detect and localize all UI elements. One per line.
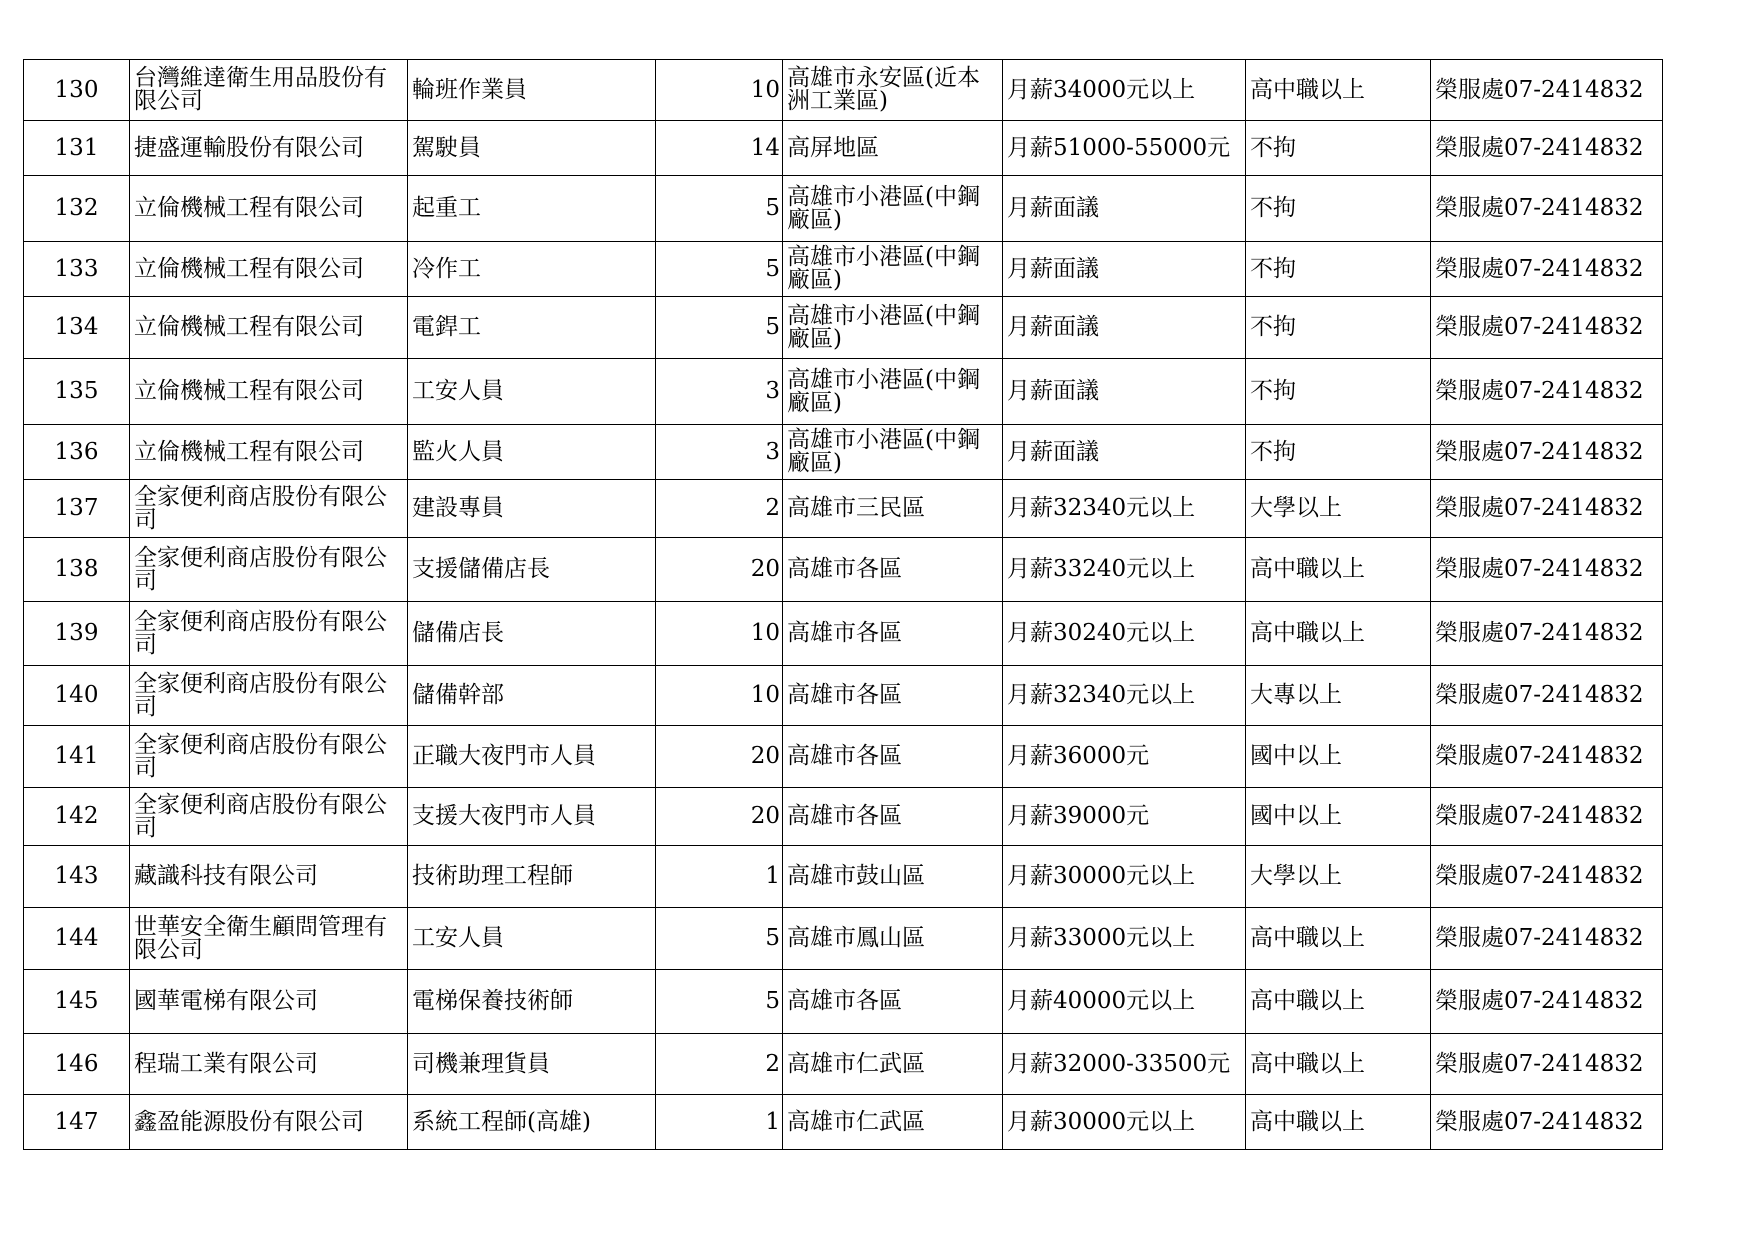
salary-cell: 月薪面議 xyxy=(1003,359,1246,425)
row-number-cell: 146 xyxy=(24,1034,130,1095)
company-cell: 台灣維達衛生用品股份有限公司 xyxy=(130,60,408,121)
table-row xyxy=(24,726,1663,788)
contact-cell: 榮服處07-2414832 xyxy=(1431,726,1663,788)
contact-cell: 榮服處07-2414832 xyxy=(1431,121,1663,176)
location-cell: 高雄市小港區(中鋼廠區) xyxy=(783,176,1003,242)
position-cell: 支援儲備店長 xyxy=(408,538,656,602)
row-number-cell: 145 xyxy=(24,970,130,1034)
row-number-cell: 133 xyxy=(24,242,130,297)
location-cell: 高雄市小港區(中鋼廠區) xyxy=(783,297,1003,359)
position-cell: 儲備店長 xyxy=(408,602,656,666)
contact-cell: 榮服處07-2414832 xyxy=(1431,242,1663,297)
table-row xyxy=(24,480,1663,538)
company-cell: 全家便利商店股份有限公司 xyxy=(130,726,408,788)
education-cell: 不拘 xyxy=(1246,121,1431,176)
row-number-cell: 140 xyxy=(24,666,130,726)
salary-cell: 月薪30000元以上 xyxy=(1003,1095,1246,1150)
salary-cell: 月薪32340元以上 xyxy=(1003,480,1246,538)
contact-cell: 榮服處07-2414832 xyxy=(1431,788,1663,846)
position-cell: 司機兼理貨員 xyxy=(408,1034,656,1095)
location-cell: 高雄市永安區(近本洲工業區) xyxy=(783,60,1003,121)
headcount-cell: 20 xyxy=(656,538,783,602)
company-cell: 全家便利商店股份有限公司 xyxy=(130,602,408,666)
row-number-cell: 147 xyxy=(24,1095,130,1150)
headcount-cell: 1 xyxy=(656,1095,783,1150)
company-cell: 全家便利商店股份有限公司 xyxy=(130,538,408,602)
location-cell: 高雄市小港區(中鋼廠區) xyxy=(783,425,1003,480)
contact-cell: 榮服處07-2414832 xyxy=(1431,666,1663,726)
education-cell: 高中職以上 xyxy=(1246,60,1431,121)
row-number-cell: 138 xyxy=(24,538,130,602)
table-row xyxy=(24,788,1663,846)
education-cell: 不拘 xyxy=(1246,297,1431,359)
company-cell: 鑫盈能源股份有限公司 xyxy=(130,1095,408,1150)
location-cell: 高雄市仁武區 xyxy=(783,1034,1003,1095)
company-cell: 世華安全衛生顧問管理有限公司 xyxy=(130,908,408,970)
job-table-body xyxy=(24,60,1663,1150)
row-number-cell: 141 xyxy=(24,726,130,788)
company-cell: 程瑞工業有限公司 xyxy=(130,1034,408,1095)
company-cell: 立倫機械工程有限公司 xyxy=(130,297,408,359)
table-row xyxy=(24,297,1663,359)
contact-cell: 榮服處07-2414832 xyxy=(1431,538,1663,602)
position-cell: 技術助理工程師 xyxy=(408,846,656,908)
headcount-cell: 5 xyxy=(656,970,783,1034)
location-cell: 高雄市各區 xyxy=(783,788,1003,846)
row-number-cell: 142 xyxy=(24,788,130,846)
position-cell: 儲備幹部 xyxy=(408,666,656,726)
education-cell: 國中以上 xyxy=(1246,788,1431,846)
location-cell: 高雄市鼓山區 xyxy=(783,846,1003,908)
position-cell: 建設專員 xyxy=(408,480,656,538)
education-cell: 高中職以上 xyxy=(1246,1034,1431,1095)
headcount-cell: 2 xyxy=(656,1034,783,1095)
position-cell: 支援大夜門市人員 xyxy=(408,788,656,846)
location-cell: 高雄市各區 xyxy=(783,538,1003,602)
contact-cell: 榮服處07-2414832 xyxy=(1431,480,1663,538)
table-row xyxy=(24,970,1663,1034)
company-cell: 藏識科技有限公司 xyxy=(130,846,408,908)
salary-cell: 月薪面議 xyxy=(1003,297,1246,359)
row-number-cell: 135 xyxy=(24,359,130,425)
location-cell: 高雄市各區 xyxy=(783,970,1003,1034)
education-cell: 不拘 xyxy=(1246,425,1431,480)
headcount-cell: 5 xyxy=(656,242,783,297)
contact-cell: 榮服處07-2414832 xyxy=(1431,176,1663,242)
location-cell: 高雄市各區 xyxy=(783,602,1003,666)
table-row xyxy=(24,846,1663,908)
salary-cell: 月薪面議 xyxy=(1003,176,1246,242)
salary-cell: 月薪36000元 xyxy=(1003,726,1246,788)
table-row xyxy=(24,1095,1663,1150)
education-cell: 高中職以上 xyxy=(1246,602,1431,666)
row-number-cell: 136 xyxy=(24,425,130,480)
salary-cell: 月薪30240元以上 xyxy=(1003,602,1246,666)
headcount-cell: 3 xyxy=(656,425,783,480)
company-cell: 捷盛運輸股份有限公司 xyxy=(130,121,408,176)
salary-cell: 月薪30000元以上 xyxy=(1003,846,1246,908)
company-cell: 全家便利商店股份有限公司 xyxy=(130,666,408,726)
headcount-cell: 2 xyxy=(656,480,783,538)
table-row xyxy=(24,359,1663,425)
row-number-cell: 143 xyxy=(24,846,130,908)
position-cell: 電銲工 xyxy=(408,297,656,359)
table-row xyxy=(24,242,1663,297)
education-cell: 高中職以上 xyxy=(1246,1095,1431,1150)
location-cell: 高雄市小港區(中鋼廠區) xyxy=(783,359,1003,425)
position-cell: 冷作工 xyxy=(408,242,656,297)
contact-cell: 榮服處07-2414832 xyxy=(1431,425,1663,480)
location-cell: 高雄市三民區 xyxy=(783,480,1003,538)
headcount-cell: 5 xyxy=(656,297,783,359)
headcount-cell: 14 xyxy=(656,121,783,176)
row-number-cell: 130 xyxy=(24,60,130,121)
company-cell: 立倫機械工程有限公司 xyxy=(130,425,408,480)
row-number-cell: 131 xyxy=(24,121,130,176)
row-number-cell: 144 xyxy=(24,908,130,970)
position-cell: 工安人員 xyxy=(408,908,656,970)
salary-cell: 月薪面議 xyxy=(1003,242,1246,297)
location-cell: 高雄市小港區(中鋼廠區) xyxy=(783,242,1003,297)
salary-cell: 月薪33000元以上 xyxy=(1003,908,1246,970)
contact-cell: 榮服處07-2414832 xyxy=(1431,908,1663,970)
education-cell: 高中職以上 xyxy=(1246,970,1431,1034)
contact-cell: 榮服處07-2414832 xyxy=(1431,60,1663,121)
position-cell: 駕駛員 xyxy=(408,121,656,176)
education-cell: 高中職以上 xyxy=(1246,908,1431,970)
headcount-cell: 20 xyxy=(656,726,783,788)
row-number-cell: 134 xyxy=(24,297,130,359)
position-cell: 電梯保養技術師 xyxy=(408,970,656,1034)
table-row xyxy=(24,1034,1663,1095)
education-cell: 高中職以上 xyxy=(1246,538,1431,602)
table-row xyxy=(24,425,1663,480)
education-cell: 不拘 xyxy=(1246,359,1431,425)
job-listing-table xyxy=(23,59,1663,1150)
location-cell: 高雄市鳳山區 xyxy=(783,908,1003,970)
table-row xyxy=(24,60,1663,121)
position-cell: 起重工 xyxy=(408,176,656,242)
headcount-cell: 10 xyxy=(656,602,783,666)
company-cell: 全家便利商店股份有限公司 xyxy=(130,788,408,846)
headcount-cell: 1 xyxy=(656,846,783,908)
headcount-cell: 3 xyxy=(656,359,783,425)
position-cell: 系統工程師(高雄) xyxy=(408,1095,656,1150)
headcount-cell: 10 xyxy=(656,666,783,726)
table-row xyxy=(24,908,1663,970)
row-number-cell: 132 xyxy=(24,176,130,242)
company-cell: 立倫機械工程有限公司 xyxy=(130,176,408,242)
headcount-cell: 20 xyxy=(656,788,783,846)
contact-cell: 榮服處07-2414832 xyxy=(1431,359,1663,425)
company-cell: 立倫機械工程有限公司 xyxy=(130,242,408,297)
table-row xyxy=(24,121,1663,176)
education-cell: 大專以上 xyxy=(1246,666,1431,726)
company-cell: 立倫機械工程有限公司 xyxy=(130,359,408,425)
table-row xyxy=(24,176,1663,242)
salary-cell: 月薪32340元以上 xyxy=(1003,666,1246,726)
education-cell: 大學以上 xyxy=(1246,480,1431,538)
salary-cell: 月薪34000元以上 xyxy=(1003,60,1246,121)
salary-cell: 月薪面議 xyxy=(1003,425,1246,480)
position-cell: 正職大夜門市人員 xyxy=(408,726,656,788)
salary-cell: 月薪51000-55000元 xyxy=(1003,121,1246,176)
row-number-cell: 139 xyxy=(24,602,130,666)
location-cell: 高屏地區 xyxy=(783,121,1003,176)
contact-cell: 榮服處07-2414832 xyxy=(1431,297,1663,359)
position-cell: 監火人員 xyxy=(408,425,656,480)
education-cell: 不拘 xyxy=(1246,242,1431,297)
contact-cell: 榮服處07-2414832 xyxy=(1431,1034,1663,1095)
contact-cell: 榮服處07-2414832 xyxy=(1431,602,1663,666)
position-cell: 輪班作業員 xyxy=(408,60,656,121)
row-number-cell: 137 xyxy=(24,480,130,538)
education-cell: 不拘 xyxy=(1246,176,1431,242)
table-row xyxy=(24,602,1663,666)
salary-cell: 月薪32000-33500元 xyxy=(1003,1034,1246,1095)
headcount-cell: 10 xyxy=(656,60,783,121)
location-cell: 高雄市各區 xyxy=(783,726,1003,788)
company-cell: 全家便利商店股份有限公司 xyxy=(130,480,408,538)
headcount-cell: 5 xyxy=(656,176,783,242)
salary-cell: 月薪33240元以上 xyxy=(1003,538,1246,602)
table-row xyxy=(24,666,1663,726)
contact-cell: 榮服處07-2414832 xyxy=(1431,970,1663,1034)
contact-cell: 榮服處07-2414832 xyxy=(1431,1095,1663,1150)
salary-cell: 月薪39000元 xyxy=(1003,788,1246,846)
contact-cell: 榮服處07-2414832 xyxy=(1431,846,1663,908)
salary-cell: 月薪40000元以上 xyxy=(1003,970,1246,1034)
headcount-cell: 5 xyxy=(656,908,783,970)
education-cell: 大學以上 xyxy=(1246,846,1431,908)
location-cell: 高雄市各區 xyxy=(783,666,1003,726)
education-cell: 國中以上 xyxy=(1246,726,1431,788)
location-cell: 高雄市仁武區 xyxy=(783,1095,1003,1150)
position-cell: 工安人員 xyxy=(408,359,656,425)
company-cell: 國華電梯有限公司 xyxy=(130,970,408,1034)
table-row xyxy=(24,538,1663,602)
